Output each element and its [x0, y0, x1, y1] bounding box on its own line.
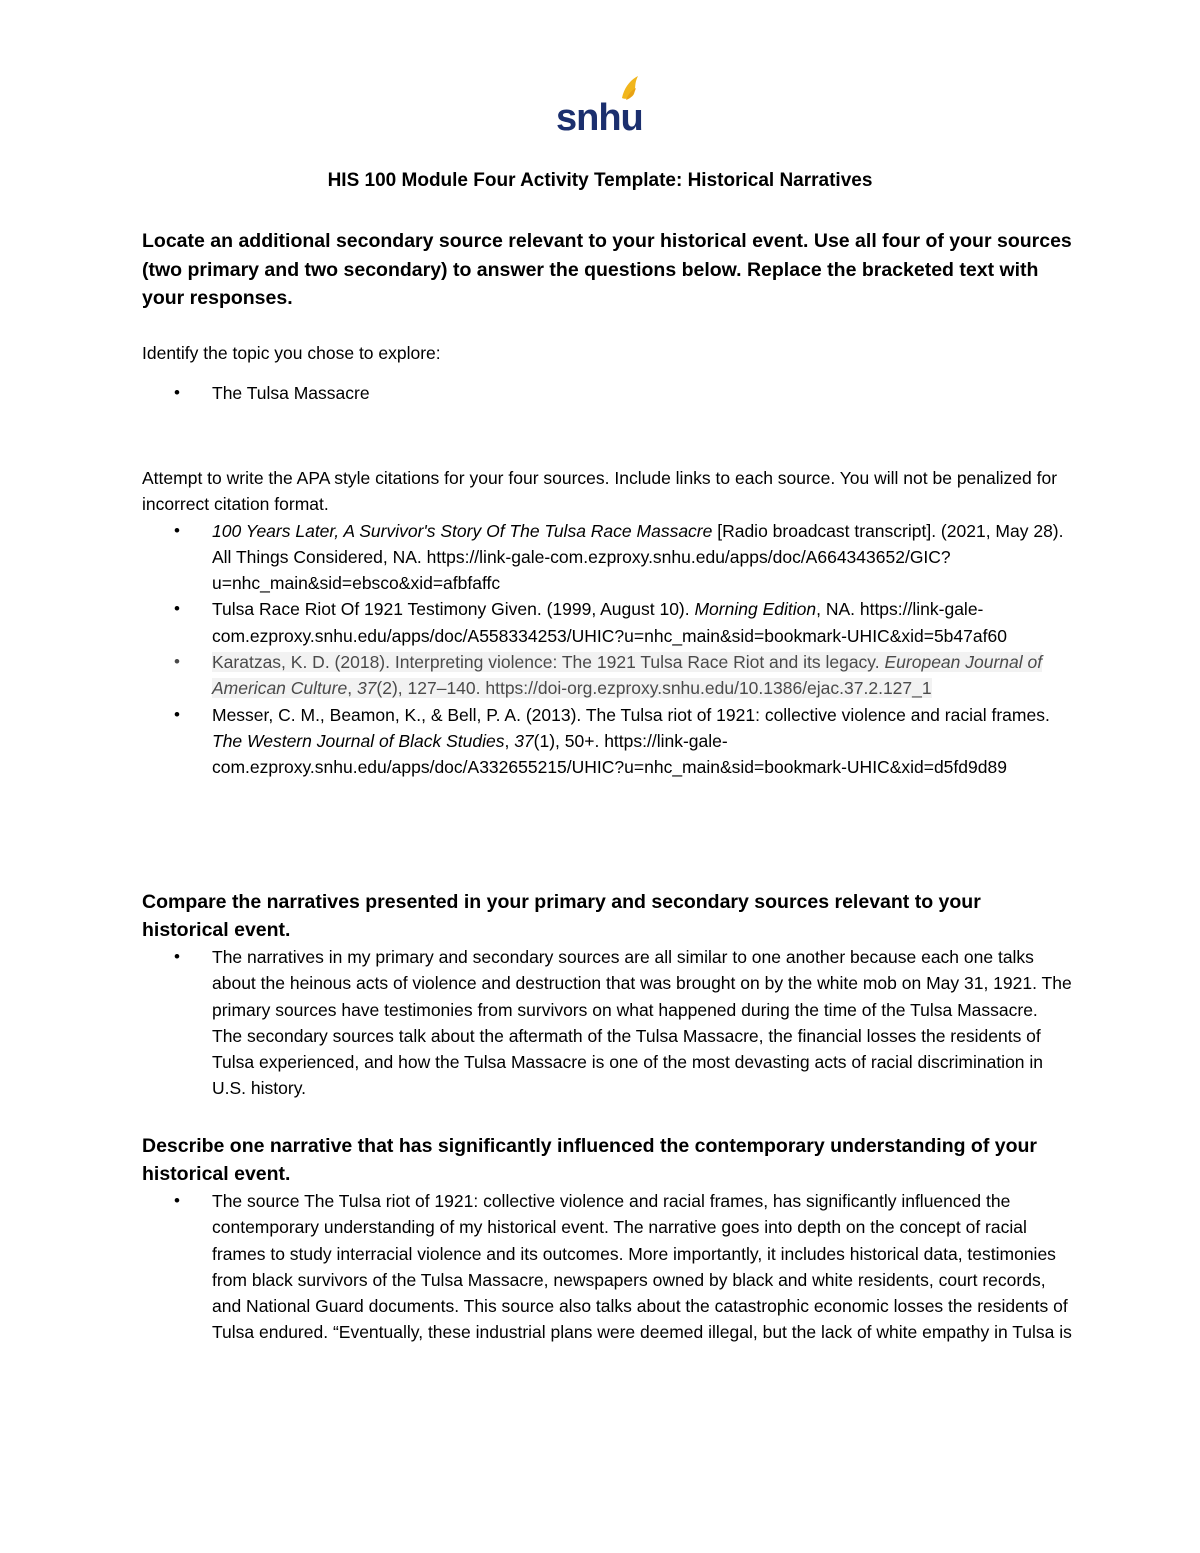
citation-volume: 37: [356, 678, 377, 699]
citation-sep: ,: [504, 730, 515, 751]
topic-list: [142, 380, 1072, 406]
citations-section: [142, 465, 1072, 781]
compare-section: [142, 889, 1072, 1102]
citation-rest: [Radio broadcast transcript]. (2021, May 28). All Things Considered, NA. https://link-gale-com.ezproxy.snhu.edu/apps/doc/A664343652/GIC?u=nhc_main&sid=ebsco&xid=afbfaffc: [212, 520, 1064, 594]
compare-list: [142, 944, 1072, 1102]
snhu-logo: [552, 74, 648, 134]
citation-sep: ,: [347, 678, 357, 699]
citation-text: Messer, C. M., Beamon, K., & Bell, P. A. (2013). The Tulsa riot of 1921: collective violence and racial frames.: [212, 704, 1050, 725]
page-title: HIS 100 Module Four Activity Template: Historical Narratives: [327, 170, 873, 191]
citation-link: , NA. https://link-gale-com.ezproxy.snhu.edu/apps/doc/A558334253/UHIC?u=nhc_main&sid=bookmark-UHIC&xid=5b47af60: [212, 599, 1007, 646]
citation-text: Karatzas, K. D. (2018). Interpreting violence: The 1921 Tulsa Race Riot and its legacy.: [212, 652, 885, 673]
citations-prompt: Attempt to write the APA style citations for your four sources. Include links to each source. You will not be penalized for incorrect citation format.: [142, 468, 1058, 515]
citation-item: [142, 649, 1072, 702]
topic-section: [142, 340, 1072, 407]
citations-list: [142, 518, 1072, 781]
citation-title: 100 Years Later, A Survivor's Story Of The Tulsa Race Massacre: [212, 520, 713, 541]
topic-prompt: Identify the topic you chose to explore:: [142, 343, 441, 363]
citation-item: [142, 702, 1072, 781]
citation-text: Tulsa Race Riot Of 1921 Testimony Given. (1999, August 10).: [212, 599, 695, 620]
citation-volume: 37: [514, 730, 534, 751]
citation-item: [142, 518, 1072, 597]
citation-item: [142, 596, 1072, 649]
citation-link: (1), 50+. https://link-gale-com.ezproxy.snhu.edu/apps/doc/A332655215/UHIC?u=nhc_main&sid=bookmark-UHIC&xid=d5fd9d89: [212, 730, 1007, 778]
topic-answer: • The Tulsa Massacre: [142, 380, 1072, 406]
logo-wordmark: snhu: [556, 97, 643, 134]
describe-answer: • The source The Tulsa riot of 1921: collective violence and racial frames, has significantly influenced the contemporary understanding of my historical event. The narrative goes into depth on the concept of racial frames to study interracial violence and its outcomes. More importantly, it includes historical data, testimonies from black survivors of the Tulsa Massacre, newspapers owned by black and white residents, court records, and National Guard documents. This source also talks about the catastrophic economic losses the residents of Tulsa endured. “Eventually, these industrial plans were deemed illegal, but the lack of white empathy in Tulsa is: [142, 1188, 1072, 1346]
citation-link: (2), 127–140. https://doi-org.ezproxy.snhu.edu/10.1386/ejac.37.2.127_1: [376, 678, 932, 699]
citation-journal: The Western Journal of Black Studies: [212, 730, 505, 751]
citation-journal: European Journal of American Culture: [212, 652, 1043, 699]
compare-answer: • The narratives in my primary and secondary sources are all similar to one another because each one talks about the heinous acts of violence and destruction that was brought on by the white mob on May 31, 1921. The primary sources have testimonies from survivors on what happened during the time of the Tulsa Massacre. The secondary sources talk about the aftermath of the Tulsa Massacre, the financial losses the residents of Tulsa experienced, and how the Tulsa Massacre is one of the most devasting acts of racial discrimination in U.S. history.: [142, 944, 1072, 1102]
describe-heading: Describe one narrative that has significantly influenced the contemporary understanding of your historical event.: [142, 1135, 1038, 1185]
compare-heading: Compare the narratives presented in your primary and secondary sources relevant to your historical event.: [142, 891, 981, 941]
citation-source: Morning Edition: [694, 599, 817, 620]
instructions: Locate an additional secondary source relevant to your historical event. Use all four of your sources (two primary and two secondary) to answer the questions below. Replace the bracketed text with your responses.: [142, 230, 1072, 309]
describe-section: [142, 1133, 1072, 1346]
describe-list: [142, 1188, 1072, 1346]
